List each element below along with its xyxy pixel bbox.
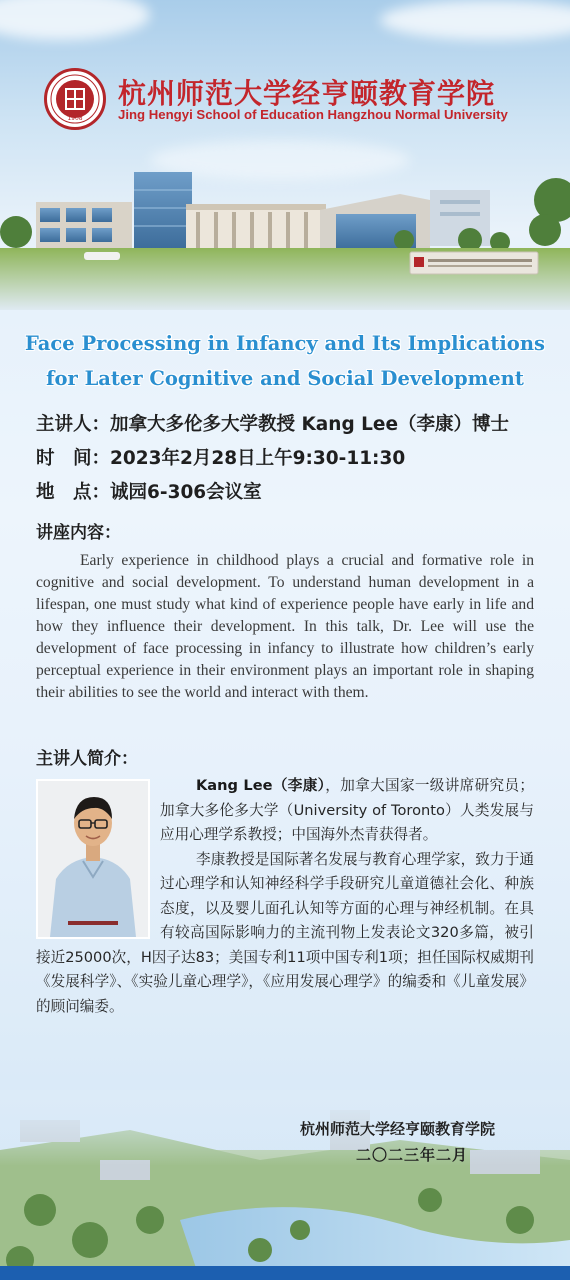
abstract-text: Early experience in childhood plays a crucial and formative role in cognitive and social development. To understand human development in a lifespan, one must study what kind of experience people have early in life and how they influence their development. In this talk, Dr. Lee will use the development of face processing in infancy to illustrate how children’s early perceptual experience in their environment plays an important role in shaping their abilities to see the world and interact with them. <box>36 552 534 701</box>
speaker-value: 加拿大多伦多大学教授 Kang Lee（李康）博士 <box>110 414 510 435</box>
place-label: 地 点： <box>36 482 111 503</box>
bio-para1-rest: ，加拿大国家一级讲席研究员；加拿大多伦多大学（University of Toronto）人类发展与应用心理学系教授；中国海外杰青获得者。 <box>160 777 534 843</box>
talk-title <box>0 326 570 396</box>
talk-title-line1: Face Processing in Infancy and Its Implications <box>25 332 545 355</box>
place-row <box>36 478 556 504</box>
school-name-english: Jing Hengyi School of Education Hangzhou Normal University <box>118 107 508 122</box>
school-name-chinese: 杭州师范大学经亨颐教育学院 <box>118 77 496 110</box>
footer-organizer: 杭州师范大学经亨颐教育学院 <box>300 1120 496 1138</box>
school-seal-logo <box>44 68 106 130</box>
speaker-label: 主讲人： <box>36 414 111 435</box>
time-row <box>36 444 556 470</box>
time-value: 2023年2月28日上午9:30-11:30 <box>110 448 406 469</box>
speaker-row <box>36 410 556 436</box>
seal-year: 1908 <box>67 115 83 122</box>
bio-paragraph-2: 李康教授是国际著名发展与教育心理学家，致力于通过心理学和认知神经科学手段研究儿童道德社会化、种族态度，以及婴儿面孔认知等方面的心理与神经机制。在具有较高国际影响力的主流刊物上发表论文320多篇，被引接近25000次，H因子达83；美国专利11项中国专利1项；担任国际权威期刊《发展科学》、《实验儿童心理学》，《应用发展心理学》的编委和《儿童发展》的顾问编委。 <box>36 850 534 1015</box>
bio-heading: 主讲人简介： <box>36 749 138 769</box>
place-value: 诚园6-306会议室 <box>110 482 262 503</box>
abstract-heading: 讲座内容： <box>36 523 121 543</box>
footer-date: 二〇二三年二月 <box>356 1146 469 1164</box>
talk-title-line2: for Later Cognitive and Social Development <box>46 367 524 390</box>
bio-name: Kang Lee（李康） <box>196 777 326 794</box>
bottom-color-bar <box>0 1266 570 1280</box>
time-label: 时 间： <box>36 448 111 469</box>
campus-building-illustration <box>0 160 570 310</box>
header-banner <box>0 0 570 310</box>
bio-text <box>36 774 534 1019</box>
